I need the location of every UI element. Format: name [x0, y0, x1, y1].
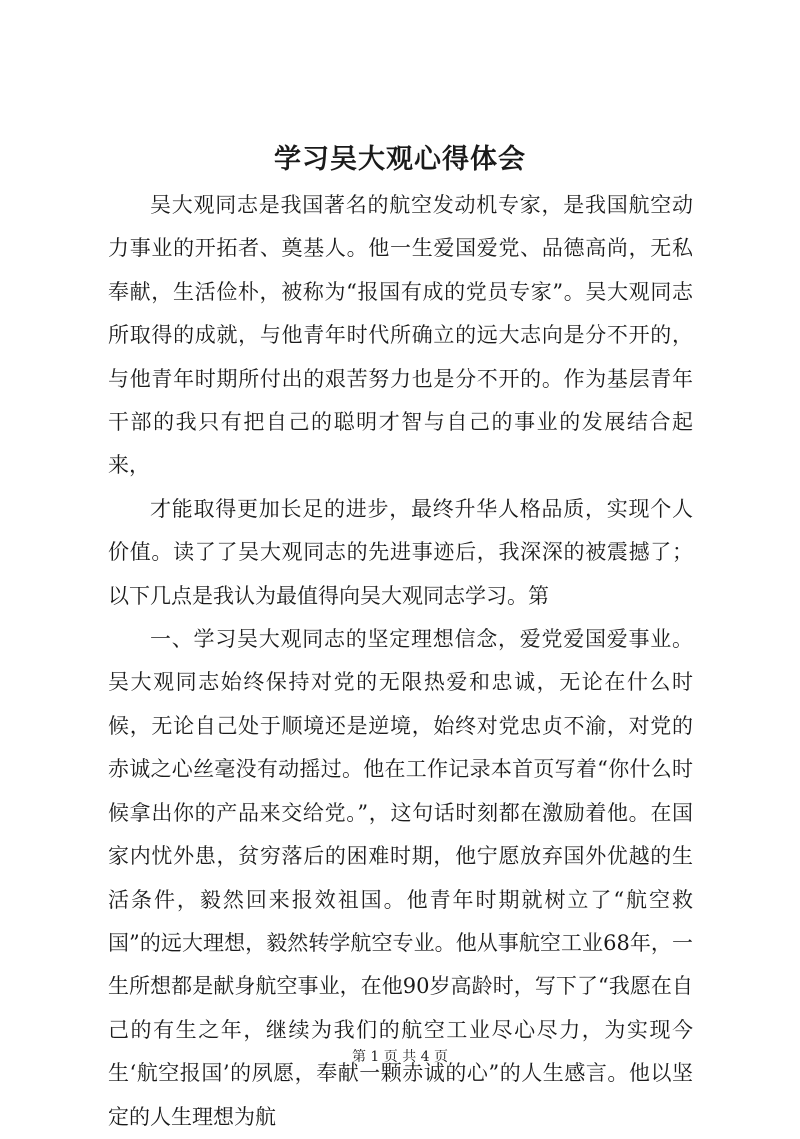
- page-footer: 第 1 页 共 4 页: [351, 1049, 449, 1065]
- document-body: [108, 184, 693, 1139]
- document-title: 学习吴大观心得体会: [274, 144, 526, 175]
- paragraph-2: 才能取得更加长足的进步，最终升华人格品质，实现个人价值。读了了吴大观同志的先进事迹后，我深深的被震撼了；以下几点是我认为最值得向吴大观同志学习。第: [108, 496, 693, 608]
- paragraph-3: 一、学习吴大观同志的坚定理想信念，爱党爱国爱事业。吴大观同志始终保持对党的无限热爱和忠诚，无论在什么时候，无论自己处于顺境还是逆境，始终对党忠贞不渝，对党的赤诚之心丝毫没有动摇过。他在工作记录本首页写着“你什么时候拿出你的产品来交给党。”，这句话时刻都在激励着他。在国家内忧外患，贫穷落后的困难时期，他宁愿放弃国外优越的生活条件，毅然回来报效祖国。他青年时期就树立了“航空救国”的远大理想，毅然转学航空专业。他从事航空工业68年，一生所想都是献身航空事业，在他90岁高龄时，写下了“我愿在自己的有生之年，继续为我们的航空工业尽心尽力，为实现今生‘航空报国’的夙愿，奉献一颗赤诚的心”的人生感言。他以坚定的人生理想为航: [108, 627, 693, 1129]
- paragraph-1: 吴大观同志是我国著名的航空发动机专家，是我国航空动力事业的开拓者、奠基人。他一生爱国爱党、品德高尚，无私奉献，生活俭朴，被称为“报国有成的党员专家”。吴大观同志所取得的成就，与他青年时代所确立的远大志向是分不开的，与他青年时期所付出的艰苦努力也是分不开的。作为基层青年干部的我只有把自己的聪明才智与自己的事业的发展结合起来，: [108, 193, 693, 478]
